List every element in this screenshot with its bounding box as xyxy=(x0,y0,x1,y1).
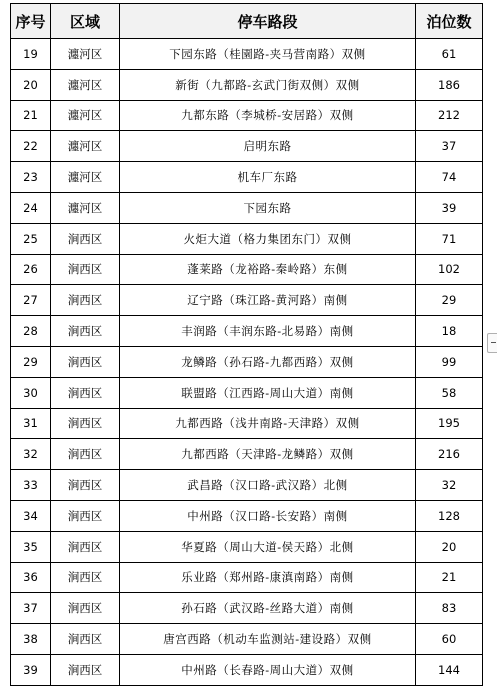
cell-no: 34 xyxy=(11,500,51,531)
cell-spots: 216 xyxy=(416,439,483,470)
cell-no: 19 xyxy=(11,39,51,70)
cell-road: 九都西路（天津路-龙鳞路）双侧 xyxy=(120,439,416,470)
cell-area: 瀍河区 xyxy=(51,162,120,193)
cell-road: 新街（九都路-玄武门街双侧）双侧 xyxy=(120,69,416,100)
header-no: 序号 xyxy=(11,4,51,39)
table-row xyxy=(11,131,483,162)
cell-no: 32 xyxy=(11,439,51,470)
cell-road: 九都东路（李城桥-安居路）双侧 xyxy=(120,100,416,131)
cell-area: 瀍河区 xyxy=(51,192,120,223)
table-row xyxy=(11,654,483,685)
cell-road: 丰润路（丰润东路-北易路）南侧 xyxy=(120,316,416,347)
table-row xyxy=(11,624,483,655)
cell-no: 37 xyxy=(11,593,51,624)
table-row xyxy=(11,470,483,501)
cell-area: 涧西区 xyxy=(51,439,120,470)
cell-spots: 21 xyxy=(416,562,483,593)
cell-area: 涧西区 xyxy=(51,500,120,531)
cell-no: 28 xyxy=(11,316,51,347)
cell-spots: 99 xyxy=(416,346,483,377)
cell-no: 27 xyxy=(11,285,51,316)
header-road: 停车路段 xyxy=(120,4,416,39)
table-row xyxy=(11,223,483,254)
cell-road: 下园东路（桂園路-夹马营南路）双侧 xyxy=(120,39,416,70)
table-row xyxy=(11,408,483,439)
cell-no: 25 xyxy=(11,223,51,254)
cell-road: 华夏路（周山大道-侯天路）北侧 xyxy=(120,531,416,562)
cell-road: 中州路（长春路-周山大道）双侧 xyxy=(120,654,416,685)
cell-area: 涧西区 xyxy=(51,408,120,439)
table-row xyxy=(11,69,483,100)
cell-no: 22 xyxy=(11,131,51,162)
cell-road: 孙石路（武汉路-丝路大道）南侧 xyxy=(120,593,416,624)
cell-spots: 195 xyxy=(416,408,483,439)
cell-area: 瀍河区 xyxy=(51,39,120,70)
cell-area: 涧西区 xyxy=(51,593,120,624)
cell-road: 联盟路（江西路-周山大道）南侧 xyxy=(120,377,416,408)
cell-spots: 37 xyxy=(416,131,483,162)
table-row xyxy=(11,377,483,408)
cell-road: 火炬大道（格力集团东门）双侧 xyxy=(120,223,416,254)
cell-spots: 61 xyxy=(416,39,483,70)
cell-no: 33 xyxy=(11,470,51,501)
cell-road: 机车厂东路 xyxy=(120,162,416,193)
cell-spots: 18 xyxy=(416,316,483,347)
table-row xyxy=(11,39,483,70)
table-row xyxy=(11,100,483,131)
cell-road: 九都西路（浅井南路-天津路）双侧 xyxy=(120,408,416,439)
cell-road: 下园东路 xyxy=(120,192,416,223)
table-row xyxy=(11,593,483,624)
cell-area: 涧西区 xyxy=(51,346,120,377)
cell-area: 涧西区 xyxy=(51,531,120,562)
cell-area: 涧西区 xyxy=(51,316,120,347)
cell-no: 21 xyxy=(11,100,51,131)
table-row xyxy=(11,192,483,223)
cell-road: 启明东路 xyxy=(120,131,416,162)
cell-spots: 144 xyxy=(416,654,483,685)
cell-no: 35 xyxy=(11,531,51,562)
header-row xyxy=(11,4,483,39)
table-row xyxy=(11,162,483,193)
table-row xyxy=(11,531,483,562)
cell-area: 涧西区 xyxy=(51,254,120,285)
table-row xyxy=(11,562,483,593)
cell-no: 36 xyxy=(11,562,51,593)
cell-road: 龙鳞路（孙石路-九都西路）双侧 xyxy=(120,346,416,377)
cell-road: 辽宁路（珠江路-黄河路）南侧 xyxy=(120,285,416,316)
cell-area: 瀍河区 xyxy=(51,131,120,162)
header-area: 区域 xyxy=(51,4,120,39)
cell-spots: 74 xyxy=(416,162,483,193)
cell-road: 乐业路（郑州路-康滇南路）南侧 xyxy=(120,562,416,593)
cell-no: 26 xyxy=(11,254,51,285)
cell-area: 涧西区 xyxy=(51,624,120,655)
cell-area: 涧西区 xyxy=(51,223,120,254)
cell-spots: 83 xyxy=(416,593,483,624)
cell-no: 30 xyxy=(11,377,51,408)
cell-area: 涧西区 xyxy=(51,562,120,593)
cell-area: 瀍河区 xyxy=(51,69,120,100)
cell-spots: 102 xyxy=(416,254,483,285)
header-spots: 泊位数 xyxy=(416,4,483,39)
table-body xyxy=(11,39,483,686)
cell-no: 29 xyxy=(11,346,51,377)
table-row xyxy=(11,254,483,285)
cell-spots: 29 xyxy=(416,285,483,316)
cell-spots: 39 xyxy=(416,192,483,223)
cell-spots: 186 xyxy=(416,69,483,100)
cell-no: 38 xyxy=(11,624,51,655)
table-row xyxy=(11,346,483,377)
cell-spots: 32 xyxy=(416,470,483,501)
table-row xyxy=(11,439,483,470)
cell-no: 31 xyxy=(11,408,51,439)
table-row xyxy=(11,500,483,531)
cell-road: 唐宫西路（机动车监测站-建设路）双侧 xyxy=(120,624,416,655)
cell-spots: 58 xyxy=(416,377,483,408)
cell-road: 武昌路（汉口路-武汉路）北侧 xyxy=(120,470,416,501)
table-row xyxy=(11,285,483,316)
cell-road: 中州路（汉口路-长安路）南侧 xyxy=(120,500,416,531)
cell-no: 20 xyxy=(11,69,51,100)
cell-area: 涧西区 xyxy=(51,285,120,316)
cell-no: 39 xyxy=(11,654,51,685)
cell-area: 涧西区 xyxy=(51,470,120,501)
cell-no: 24 xyxy=(11,192,51,223)
cell-spots: 60 xyxy=(416,624,483,655)
cell-no: 23 xyxy=(11,162,51,193)
cell-spots: 212 xyxy=(416,100,483,131)
table-row xyxy=(11,316,483,347)
cell-spots: 20 xyxy=(416,531,483,562)
parking-table xyxy=(10,3,483,686)
cell-area: 涧西区 xyxy=(51,377,120,408)
cell-area: 涧西区 xyxy=(51,654,120,685)
cell-spots: 71 xyxy=(416,223,483,254)
collapse-handle-icon[interactable] xyxy=(487,333,497,353)
cell-road: 蓬莱路（龙裕路-秦岭路）东侧 xyxy=(120,254,416,285)
cell-area: 瀍河区 xyxy=(51,100,120,131)
cell-spots: 128 xyxy=(416,500,483,531)
